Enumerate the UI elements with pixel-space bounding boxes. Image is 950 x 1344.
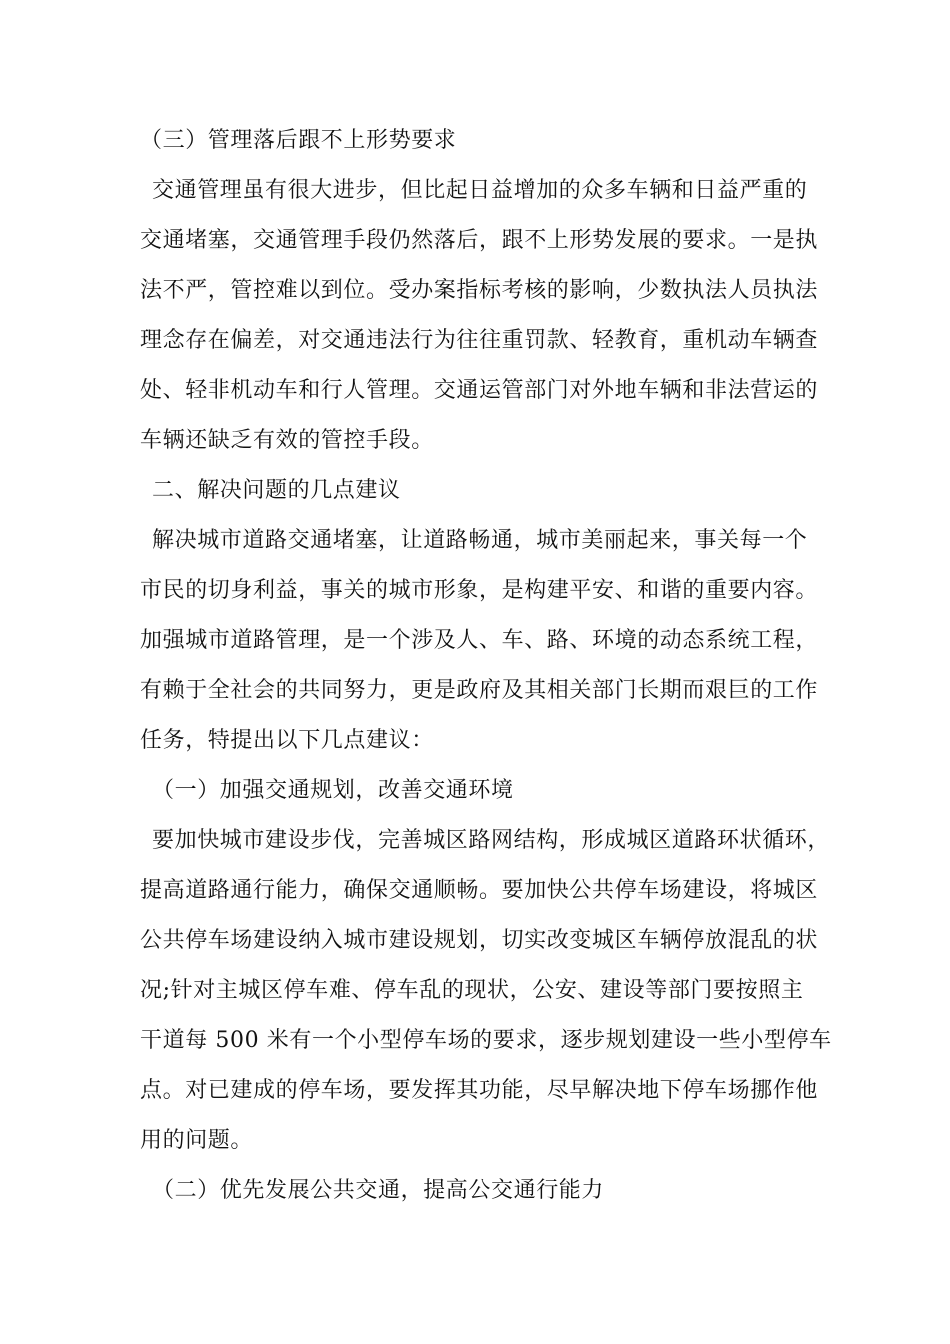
paragraph-line: 有赖于全社会的共同努力，更是政府及其相关部门长期而艰巨的工作 [140,678,819,703]
paragraph-line: 交通堵塞，交通管理手段仍然落后，跟不上形势发展的要求。一是执 [140,228,819,253]
paragraph-line: 提高道路通行能力，确保交通顺畅。要加快公共停车场建设，将城区 [140,878,819,903]
paragraph-line: 市民的切身利益，事关的城市形象，是构建平安、和谐的重要内容。 [140,578,819,603]
document-body [140,116,832,1216]
paragraph-line: 加强城市道路管理，是一个涉及人、车、路、环境的动态系统工程， [140,628,819,653]
paragraph-line: 交通管理虽有很大进步，但比起日益增加的众多车辆和日益严重的 [152,178,808,203]
subsection-heading-2: （二）优先发展公共交通，提高公交通行能力 [152,1178,605,1203]
paragraph-line: 任务，特提出以下几点建议： [140,728,434,753]
paragraph-line: 公共停车场建设纳入城市建设规划，切实改变城区车辆停放混乱的状 [140,928,819,953]
section-heading-3: （三）管理落后跟不上形势要求 [140,128,457,153]
section-heading-2: 二、解决问题的几点建议 [152,478,401,503]
paragraph-line: 法不严，管控难以到位。受办案指标考核的影响，少数执法人员执法 [140,278,819,303]
paragraph-line: 要加快城市建设步伐，完善城区路网结构，形成城区道路环状循环， [152,828,831,853]
paragraph-line: 解决城市道路交通堵塞，让道路畅通，城市美丽起来，事关每一个 [152,528,808,553]
paragraph-line: 理念存在偏差，对交通违法行为往往重罚款、轻教育，重机动车辆查 [140,328,819,353]
paragraph-line: 况;针对主城区停车难、停车乱的现状，公安、建设等部门要按照主 [140,978,804,1003]
paragraph-line: 干道每 500 米有一个小型停车场的要求，逐步规划建设一些小型停车 [140,1028,832,1053]
paragraph-line: 处、轻非机动车和行人管理。交通运管部门对外地车辆和非法营运的 [140,378,819,403]
subsection-heading-1: （一）加强交通规划，改善交通环境 [152,778,514,803]
paragraph-line: 用的问题。 [140,1128,254,1153]
paragraph-line: 车辆还缺乏有效的管控手段。 [140,428,434,453]
paragraph-line: 点。对已建成的停车场，要发挥其功能，尽早解决地下停车场挪作他 [140,1078,819,1103]
